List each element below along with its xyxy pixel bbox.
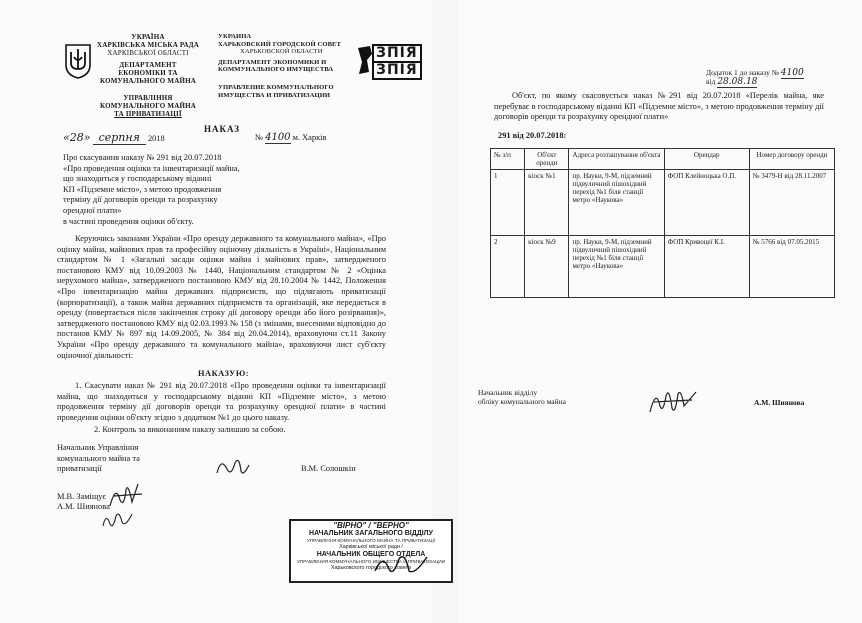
visa-signature-2 xyxy=(100,508,136,535)
row-contract: № 3479-Н від 28.11.2007 xyxy=(749,170,834,236)
row-tenant: ФОП Клейноцька О.П. xyxy=(664,170,749,236)
header-line: ЕКОНОМІКИ ТА xyxy=(118,69,178,77)
header-line: ДЕПАРТАМЕНТ xyxy=(119,61,177,69)
header-line: УПРАВЛЕНИЕ КОММУНАЛЬНОГО xyxy=(218,83,334,91)
stamp-line: Харьковского городского совета xyxy=(330,565,412,571)
stamp-line: НАЧАЛЬНИК ОБЩЕГО ОТДЕЛА xyxy=(316,551,426,558)
order-subject xyxy=(63,153,293,227)
signer-title-line: Начальник Управління xyxy=(57,443,139,452)
header-cell: Орендар xyxy=(664,149,749,170)
header-line: КОММУНАЛЬНОГО ИМУЩЕСТВА xyxy=(218,66,334,74)
annex-table xyxy=(490,148,835,298)
subject-line: терміну дії договорів оренди та розрахунку xyxy=(63,195,218,205)
annex-signer-title xyxy=(478,388,566,406)
row-contract: № 5766 від 07.05.2015 xyxy=(749,236,834,298)
row-address: пр. Науки, 9-М, підземний підвуличний пішохідний перехід №1 біля станції метро «Наукова» xyxy=(569,170,664,236)
row-tenant: ФОП Кривоцеї К.І. xyxy=(664,236,749,298)
director-signature xyxy=(213,455,253,486)
order-body: Керуючись законами України «Про оренду державного та комунального майна», «Про оцінку майна, майнових прав та професійну оціночну діяльність в Україні», Національним стандартом № 1 «Загальні засади оцінки майна і майнових прав», затвердженого постановою КМУ від 10.09.2003 № 1440, Національним стандартом № 2 «Оцінка нерухомого майна», затвердженого постановою КМУ від 28.10.2004 № 1442, Положення «Про інвентаризацію майна державних підприємств, що підлягають приватизації (корпоратизації), а також майна державних підприємств та організацій, яке передається в оренду (повертається після закінчення строку дії договору оренди або його розірвання)», затвердженого постановою КМУ від 02.03.1993 № 158 (з змінами, внесеними відповідно до постанов КМУ № 897 від 14.09.2005, № 384 від 20.04.2014), враховуючи ст.11 Закону України «Про оренду державного та комунального майна», враховуючи лист суб'єкту оціночної діяльності: xyxy=(57,234,386,360)
subject-line: «Про проведення оцінки та інвентаризації майна, xyxy=(63,163,240,173)
signer-title-line: комунального майна та xyxy=(57,453,140,463)
signer-title xyxy=(57,443,207,475)
stamp-line: УПРАВЛІННЯ КОМУНАЛЬНОГО МАЙНА ТА ПРИВАТИЗАЦІЇ xyxy=(306,538,436,543)
header-cell: № з/п xyxy=(491,149,525,170)
visa-2: А.М. Шиянова xyxy=(57,502,110,511)
row-object: кіоск №9 xyxy=(525,236,569,298)
header-line: ХАРКІВСЬКОЇ ОБЛАСТІ xyxy=(107,49,189,57)
signer-title-line: обліку комунального майна xyxy=(478,397,566,406)
signer-title-line: приватизації xyxy=(57,464,102,474)
city: м. Харків xyxy=(292,133,327,142)
city-logo xyxy=(356,44,420,78)
row-object: кіоск №1 xyxy=(525,170,569,236)
stamp-signature xyxy=(371,551,431,577)
logo-text-bottom: ЗПІЯ xyxy=(372,61,422,80)
table-caption: 291 від 20.07.2018: xyxy=(498,131,567,140)
header-line: УКРАИНА xyxy=(218,33,252,40)
number-prefix: № xyxy=(255,133,263,142)
signer-name: В.М. Солошкін xyxy=(301,464,356,473)
annex-date-prefix: від xyxy=(706,77,716,86)
annex-date-value: 28.08.18 xyxy=(717,77,758,87)
annex-date xyxy=(706,77,757,87)
visa-1: М.В. Заміщує xyxy=(57,492,107,501)
header-cell: Адреса розташування об'єкта xyxy=(569,149,664,170)
subject-line: в частині проведення оцінки об'єкту. xyxy=(63,216,194,226)
number-value: 4100 xyxy=(265,132,291,143)
order-item-2: 2. Контроль за виконанням наказу залишаю за собою. xyxy=(94,425,286,434)
table-row xyxy=(491,236,835,298)
header-line: КОМУНАЛЬНОГО МАЙНА xyxy=(99,77,196,85)
subject-line: Про скасування наказу № 291 від 20.07.2018 xyxy=(63,153,222,162)
header-line: ХАРЬКОВСКИЙ ГОРОДСКОЙ СОВЕТ xyxy=(218,40,342,48)
stamp-line: УПРАВЛЕНИЯ КОММУНАЛЬНОГО ИМУЩЕСТВА И ПРИВАТИЗАЦИИ xyxy=(296,559,446,564)
subject-line: орендної плати» xyxy=(63,205,122,215)
header-rus xyxy=(218,33,353,99)
date-month: серпня xyxy=(93,131,146,145)
header-line: ХАРЬКОВСКОЙ ОБЛАСТИ xyxy=(240,48,323,56)
row-number: 1 xyxy=(491,170,525,236)
logo-text-top: ЗПІЯ xyxy=(372,44,422,63)
subject-line: що знаходиться у господарському віданні xyxy=(63,174,212,184)
order-item-1: 1. Скасувати наказ № 291 від 20.07.2018 «Про проведення оцінки та інвентаризації майна, що знаходиться у господарському віданні КП «Підземне місто», з метою продовження терміну дії договорів оренди та розрахунку орендної плати» в частині проведення оцінки об'єкту згідно з додатком №1 до цього наказу. xyxy=(57,381,386,422)
annex-intro: Об'єкт, по якому скасовується наказ №291 від 20.07.2018 «Перелік майна, яке перебуває в господарському віданні КП «Підземне місто», з метою продовження терміну дії договорів оренди та розрахунку орендної плати» xyxy=(494,91,824,122)
header-line: ДЕПАРТАМЕНТ ЭКОНОМИКИ И xyxy=(218,58,327,66)
document-title: НАКАЗ xyxy=(204,124,241,134)
header-ukr xyxy=(96,33,200,118)
certification-stamp xyxy=(289,519,453,583)
header-cell: Об'єкт оренди xyxy=(525,149,569,170)
table-header-row xyxy=(491,149,835,170)
header-line: ТА ПРИВАТИЗАЦІЇ xyxy=(114,110,182,118)
header-line: УПРАВЛІННЯ xyxy=(123,94,173,102)
signer-title-line: Начальник відділу xyxy=(478,388,538,397)
row-number: 2 xyxy=(491,236,525,298)
header-cell: Номер договору оренди xyxy=(749,149,834,170)
annex-page xyxy=(458,0,862,623)
table-row xyxy=(491,170,835,236)
annex-label: Додаток 1 до наказу № xyxy=(706,68,779,77)
date-year: 2018 xyxy=(147,134,165,143)
date-day: «28» xyxy=(63,131,91,144)
order-heading: НАКАЗУЮ: xyxy=(198,369,250,378)
date-line xyxy=(63,133,393,145)
header-line: ХАРКІВСЬКА МІСЬКА РАДА xyxy=(96,41,200,49)
subject-line: КП «Підземне місто», з метою продовження xyxy=(63,184,222,194)
order-number xyxy=(255,133,326,144)
row-address: пр. Науки, 9-М, підземний підвуличний пішохідний перехід №1 біля станції метро «Наукова» xyxy=(569,236,664,298)
header-line: ИМУЩЕСТВА И ПРИВАТИЗАЦИИ xyxy=(218,91,331,99)
header-line: УКРАЇНА xyxy=(131,33,165,41)
stamp-line: НАЧАЛЬНИК ЗАГАЛЬНОГО ВІДДІЛУ xyxy=(309,530,433,537)
annex-signature xyxy=(646,384,700,423)
header-line: КОМУНАЛЬНОГО МАЙНА xyxy=(99,102,196,110)
annex-signer-name: А.М. Шиянова xyxy=(754,398,805,407)
stamp-line: "ВІРНО" / "ВЕРНО" xyxy=(333,521,409,530)
annex-number: 4100 xyxy=(780,68,804,78)
stamp-line: Харківської міської ради / xyxy=(339,544,403,550)
trident-emblem-icon xyxy=(63,43,93,79)
